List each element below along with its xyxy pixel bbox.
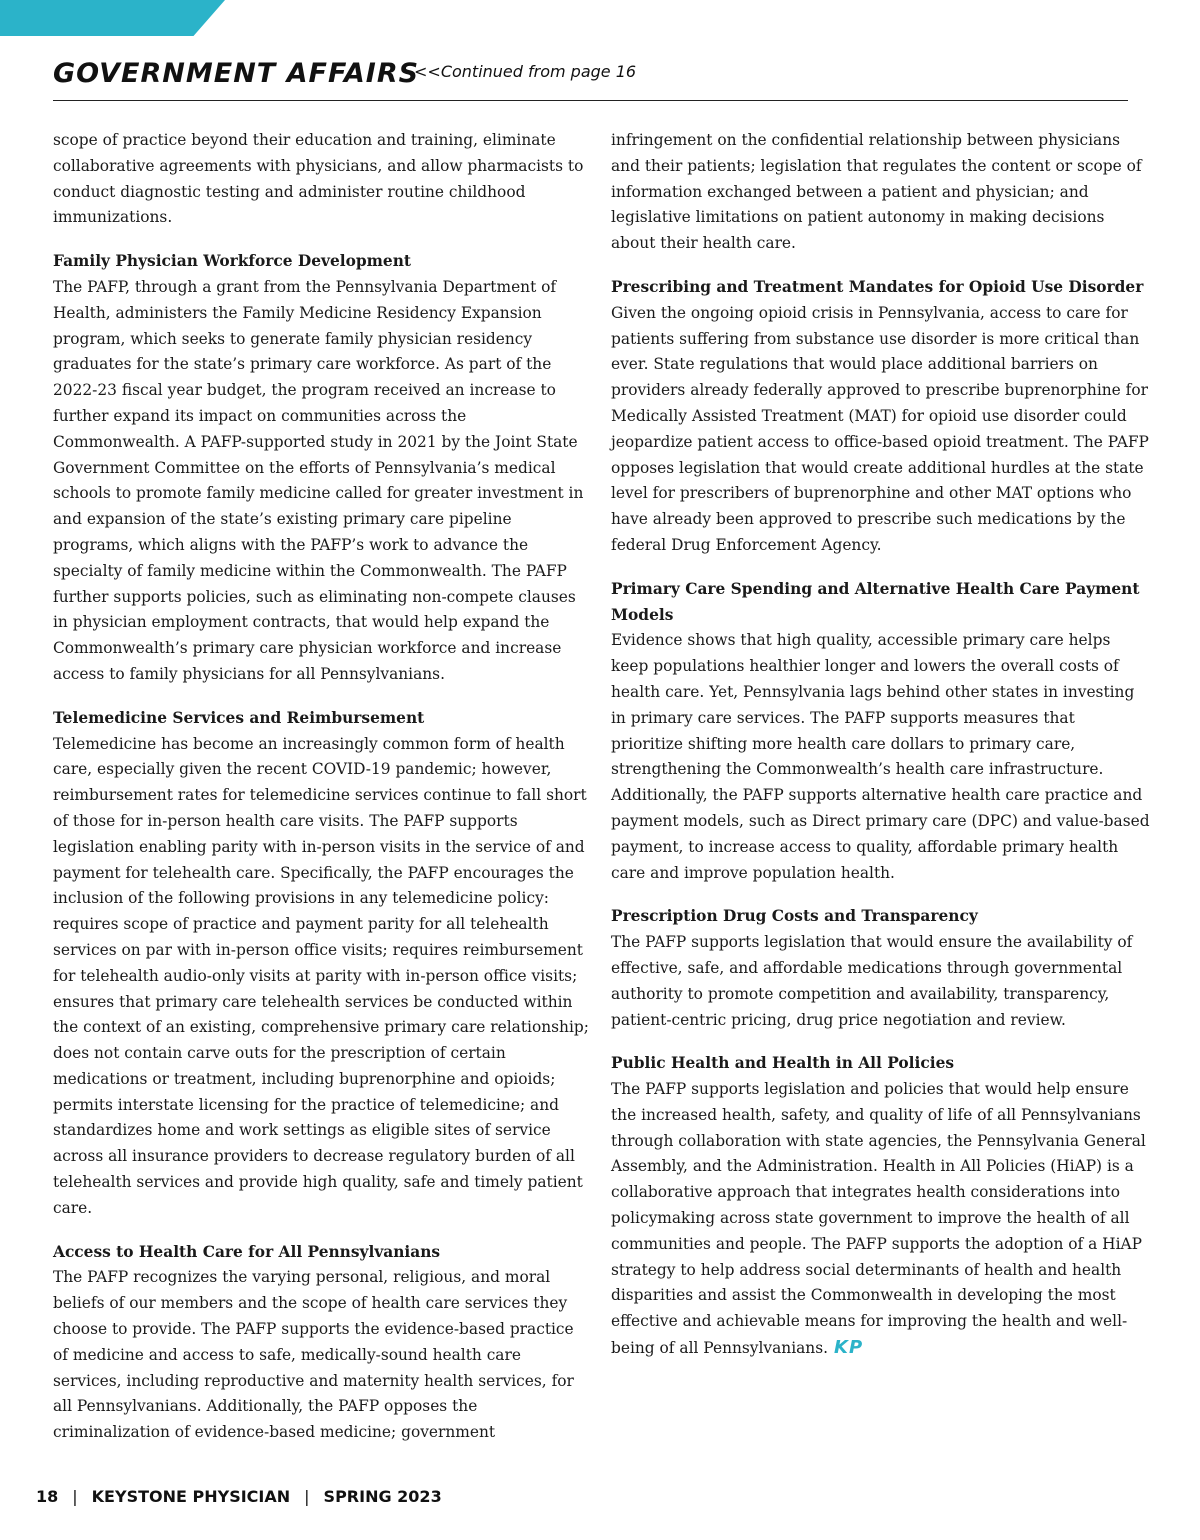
heading-drug-costs: Prescription Drug Costs and Transparency — [611, 907, 978, 926]
corner-accent-tab — [0, 0, 225, 36]
left-column — [53, 128, 591, 1464]
page-header — [53, 58, 1128, 101]
page-footer — [36, 1487, 442, 1506]
continued-note: <<Continued from page 16 — [414, 62, 637, 81]
heading-opioid-mandates: Prescribing and Treatment Mandates for Opioid Use Disorder — [611, 277, 1144, 296]
footer-separator: | — [72, 1487, 78, 1506]
paragraph-public-health — [611, 1077, 1151, 1362]
publication-name: KEYSTONE PHYSICIAN — [91, 1487, 291, 1506]
paragraph-telemedicine: Telemedicine has become an increasingly common form of health care, especially given the recent COVID-19 pandemic; however, reimbursement rates for telemedicine services continue to fall short of those for in-person health care visits. The PAFP supports legislation enabling parity with in-person visits in the service of and payment for telehealth care. Specifically, the PAFP encourages the inclusion of the following provisions in any telemedicine policy: requires scope of practice and payment parity for all telehealth services on par with in-person office visits; requires reimbursement for telehealth audio-only visits at parity with in-person office visits; ensures that primary care telehealth services be conducted within the context of an existing, comprehensive primary care relationship; does not contain carve outs for the prescription of certain medications or treatment, including buprenorphine and opioids; permits interstate licensing for the practice of telemedicine; and standardizes home and work settings as eligible sites of service across all insurance providers to decrease regulatory burden of all telehealth services and provide high quality, safe and timely patient care. — [53, 734, 589, 1217]
page-number: 18 — [36, 1487, 59, 1506]
heading-public-health: Public Health and Health in All Policies — [611, 1054, 955, 1073]
right-column — [611, 128, 1151, 1380]
paragraph-access-to-care: The PAFP recognizes the varying personal, religious, and moral beliefs of our members and the scope of health care services they choose to provide. The PAFP supports the evidence-based practice of medicine and access to safe, medically-sound health care services, including reproductive and maternity health services, for all Pennsylvanians. Additionally, the PAFP opposes the criminalization of evidence-based medicine; government — [53, 1268, 574, 1442]
right-intro-paragraph: infringement on the confidential relationship between physicians and their patients; legislation that regulates the content or scope of information exchanged between a patient and physician; and legislative limitations on patient autonomy in making decisions about their health care. — [611, 131, 1142, 253]
left-intro-paragraph: scope of practice beyond their education and training, eliminate collaborative agreements with physicians, and allow pharmacists to conduct diagnostic testing and administer routine childhood immunizations. — [53, 131, 584, 227]
paragraph-opioid-mandates: Given the ongoing opioid crisis in Pennsylvania, access to care for patients suffering from substance use disorder is more critical than ever. State regulations that would place additional barriers on providers already federally approved to prescribe buprenorphine for Medically Assisted Treatment (MAT) for opioid use disorder could jeopardize patient access to office-based opioid treatment. The PAFP opposes legislation that would create additional hurdles at the state level for prescribers of buprenorphine and other MAT options who have already been approved to prescribe such medications by the federal Drug Enforcement Agency. — [611, 303, 1149, 554]
section-title: GOVERNMENT AFFAIRS — [53, 58, 420, 89]
paragraph-primary-care-spending: Evidence shows that high quality, accessible primary care helps keep populations healthier longer and lowers the overall costs of health care. Yet, Pennsylvania lags behind other states in investing in primary care services. The PAFP supports measures that prioritize shifting more health care dollars to primary care, strengthening the Commonwealth’s health care infrastructure. Additionally, the PAFP supports alternative health care practice and payment models, such as Direct primary care (DPC) and value-based payment, to increase access to quality, affordable primary health care and improve population health. — [611, 631, 1150, 882]
kp-end-mark-logo: KP — [834, 1337, 864, 1359]
public-health-body: The PAFP supports legislation and policies that would help ensure the increased health, safety, and quality of life of all Pennsylvanians through collaboration with state agencies, the Pennsylvania General Assembly, and the Administration. Health in All Policies (HiAP) is a collaborative approach that integrates health considerations into policymaking across state government to improve the health of all communities and people. The PAFP supports the adoption of a HiAP strategy to help address social determinants of health and health disparities and assist the Commonwealth in developing the most effective and achievable means for improving the health and well-being of all Pennsylvanians. — [611, 1080, 1146, 1358]
footer-separator: | — [304, 1487, 310, 1506]
heading-telemedicine: Telemedicine Services and Reimbursement — [53, 708, 425, 727]
heading-primary-care-spending: Primary Care Spending and Alternative Health Care Payment Models — [611, 579, 1140, 624]
paragraph-workforce-development: The PAFP, through a grant from the Pennsylvania Department of Health, administers the Family Medicine Residency Expansion program, which seeks to generate family physician residency graduates for the state’s primary care workforce. As part of the 2022-23 fiscal year budget, the program received an increase to further expand its impact on communities across the Commonwealth. A PAFP-supported study in 2021 by the Joint State Government Committee on the efforts of Pennsylvania’s medical schools to promote family medicine called for greater investment in and expansion of the state’s existing primary care pipeline programs, which aligns with the PAFP’s work to advance the specialty of family medicine within the Commonwealth. The PAFP further supports policies, such as eliminating non-compete clauses in physician employment contracts, that would help expand the Commonwealth’s primary care physician workforce and increase access to family physicians for all Pennsylvanians. — [53, 277, 584, 683]
paragraph-drug-costs: The PAFP supports legislation that would ensure the availability of effective, safe, and affordable medications through governmental authority to promote competition and availability, transparency, patient-centric pricing, drug price negotiation and review. — [611, 933, 1133, 1029]
issue-label: SPRING 2023 — [323, 1487, 442, 1506]
heading-access-to-care: Access to Health Care for All Pennsylvanians — [53, 1242, 441, 1261]
heading-workforce-development: Family Physician Workforce Development — [53, 252, 411, 271]
